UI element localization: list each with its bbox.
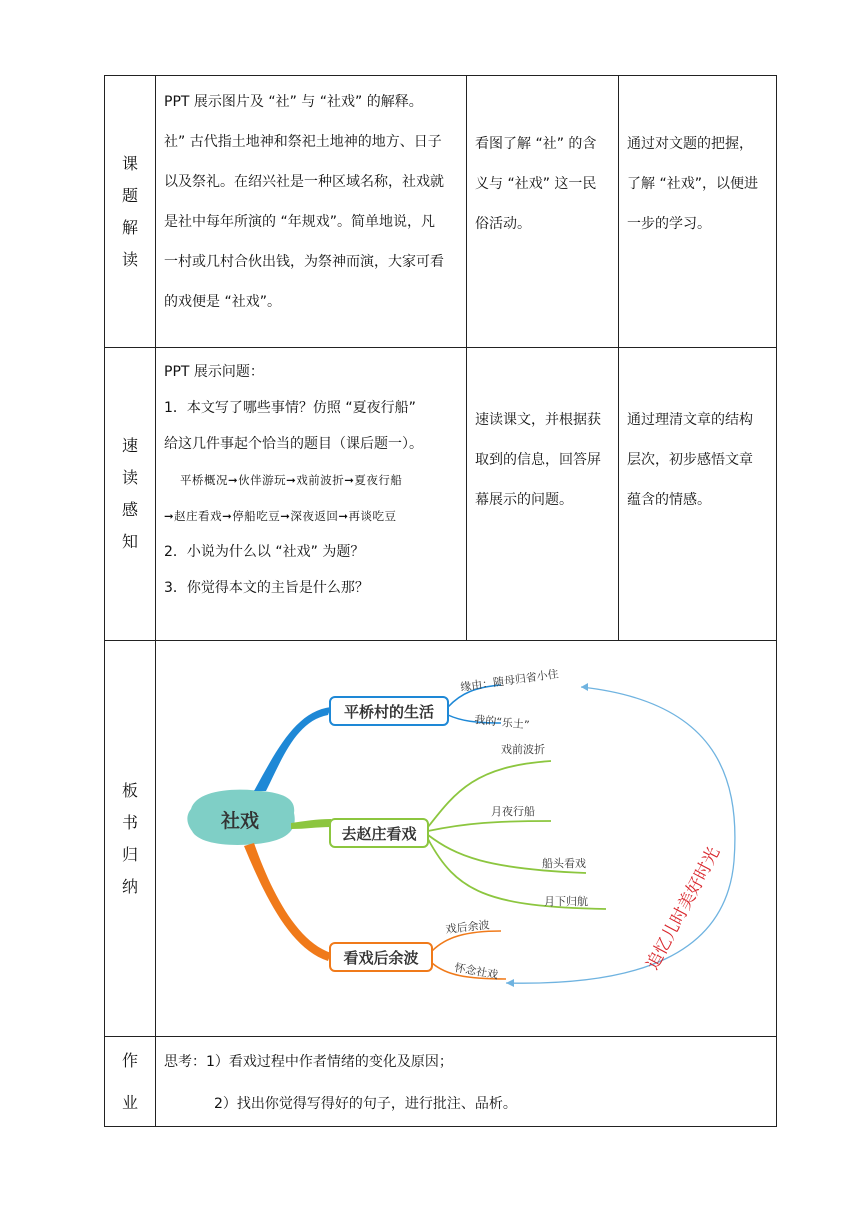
- text-line: 俗活动。: [475, 216, 531, 232]
- arc-label: 追忆儿时美好时光: [642, 843, 725, 974]
- text-line: 速读课文，并根据获: [475, 412, 601, 428]
- branch3-label: 看戏后余波: [343, 949, 419, 967]
- student-activity-cell: [467, 76, 619, 348]
- mindmap: [156, 641, 776, 1024]
- text-line: 层次，初步感悟文章: [627, 452, 753, 468]
- text-line: 3．你觉得本文的主旨是什么那？: [164, 580, 369, 596]
- leaf-label: 月夜行船: [491, 805, 535, 818]
- header-char: 课: [121, 153, 138, 173]
- text-line: 取到的信息，回答屏: [475, 452, 601, 468]
- arc-arrow-icon: [581, 683, 588, 691]
- text-line: 社” 古代指土地神和祭祀土地神的地方、日子: [164, 134, 442, 150]
- leaf-label: 缘由：随母归省小住: [459, 667, 560, 694]
- student-activity-cell: [467, 348, 619, 641]
- header-char: 板: [121, 780, 138, 800]
- text-line: 是社中每年所演的 “年规戏”。简单地说，凡: [164, 214, 435, 230]
- header-char: 书: [121, 812, 138, 832]
- branch-connector-green: [291, 819, 331, 829]
- text-line: 幕展示的问题。: [475, 492, 573, 508]
- leaf-label: 我的“乐土”: [473, 713, 531, 732]
- homework-cell: [156, 1037, 777, 1127]
- text-line: 蕴含的情感。: [627, 492, 711, 508]
- row-header-topic: [105, 76, 156, 348]
- leaf-label: 戏前波折: [501, 743, 545, 756]
- header-char: 归: [121, 844, 138, 864]
- row-homework: [105, 1037, 777, 1127]
- leaf-line: [432, 931, 501, 951]
- row-header-reading: [105, 348, 156, 641]
- header-char: 感: [121, 500, 138, 519]
- text-line: 的戏便是 “社戏”。: [164, 294, 281, 310]
- arc-arrow-icon: [506, 979, 514, 987]
- header-char: 解: [121, 217, 138, 237]
- header-char: 纳: [121, 876, 138, 896]
- text-line: 2）找出你觉得写得好的句子，进行批注、品析。: [214, 1096, 517, 1112]
- row-board-summary: [105, 641, 777, 1037]
- text-line: 通过理清文章的结构: [627, 412, 753, 428]
- text-line: 义与 “社戏” 这一民: [475, 176, 597, 192]
- text-line: 一村或几村合伙出钱，为祭神而演，大家可看: [164, 254, 444, 270]
- text-line: 思考：1）看戏过程中作者情绪的变化及原因；: [164, 1054, 453, 1070]
- leaf-label: 戏后余波: [444, 918, 491, 936]
- branch1-label: 平桥村的生活: [343, 703, 435, 721]
- text-line: 通过对文题的把握，: [627, 136, 753, 152]
- text-line: 一步的学习。: [627, 216, 711, 232]
- text-line: 了解 “社戏”，以便进: [627, 176, 758, 192]
- branch-connector-orange: [244, 843, 331, 961]
- center-label: 社戏: [220, 810, 260, 832]
- lesson-plan-table: [104, 75, 777, 1127]
- text-line: PPT 展示图片及 “社” 与 “社戏” 的解释。: [164, 94, 423, 110]
- design-intent-cell: [619, 348, 777, 641]
- teacher-activity-cell: [156, 76, 467, 348]
- header-char: 读: [121, 468, 138, 487]
- header-char: 速: [121, 436, 138, 455]
- header-char: 作: [121, 1050, 138, 1070]
- design-intent-cell: [619, 76, 777, 348]
- leaf-label: 船头看戏: [542, 857, 586, 870]
- row-header-homework: [105, 1037, 156, 1127]
- memory-arc: [506, 687, 735, 983]
- text-line: 1．本文写了哪些事情？仿照 “夏夜行船”: [164, 400, 416, 416]
- branch2-label: 去赵庄看戏: [341, 825, 417, 843]
- leaf-label: 月下归航: [544, 895, 588, 908]
- row-topic-interpretation: [105, 76, 777, 348]
- plot-flow-line: 平桥概况➞伙伴游玩➞戏前波折➞夏夜行船: [180, 473, 403, 487]
- mindmap-cell: [156, 641, 777, 1037]
- branch-connector-blue: [254, 707, 331, 791]
- text-line: 给这几件事起个恰当的题目（课后题一）。: [164, 436, 423, 452]
- text-line: 2．小说为什么以 “社戏” 为题？: [164, 544, 365, 560]
- teacher-activity-cell: [156, 348, 467, 641]
- header-char: 题: [121, 185, 138, 205]
- plot-flow-line: ➞赵庄看戏➞停船吃豆➞深夜返回➞再谈吃豆: [164, 509, 397, 523]
- header-char: 知: [121, 532, 138, 551]
- header-char: 读: [121, 249, 138, 269]
- row-speed-reading: [105, 348, 777, 641]
- row-header-board: [105, 641, 156, 1037]
- header-char: 业: [121, 1092, 138, 1112]
- text-line: 看图了解 “社” 的含: [475, 136, 597, 152]
- leaf-label: 怀念社戏: [453, 961, 500, 982]
- text-line: PPT 展示问题：: [164, 364, 264, 380]
- leaf-line: [428, 821, 551, 831]
- text-line: 以及祭礼。在绍兴社是一种区域名称，社戏就: [164, 174, 444, 190]
